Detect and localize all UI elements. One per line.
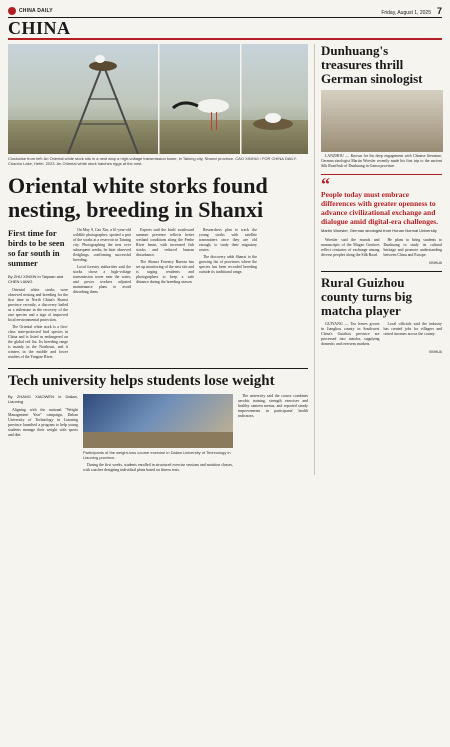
lead-paragraph: Researchers plan to track the young storks with satellite transmitters once they are old enough, to study their migratory routes. xyxy=(199,228,257,252)
quote-mark-icon: “ xyxy=(321,174,330,194)
pull-quote xyxy=(321,174,442,233)
lead-paragraph: The Oriental white stork is a first-class state-protected bird species in China and is listed as endangered on the global red list. Its breeding range is mainly in the Northeast, and it winters in the middle and lower reaches of the Yangtze River. xyxy=(8,325,68,359)
stork-photo-icon xyxy=(8,44,308,154)
pull-quote-attribution: Martin Woesler, German sinologist from Hunan Normal University xyxy=(321,228,437,233)
tech-story xyxy=(8,394,308,475)
tech-headline: Tech university helps students lose weight xyxy=(8,373,275,389)
rail-photo xyxy=(321,90,443,152)
lead-headline: Oriental white storks found nesting, breeding in Shanxi xyxy=(8,173,268,222)
lead-paragraph: On May 9, Cao Xin, a 61-year-old wildlife photographer, spotted a pair of the storks at a reservoir in Taining city. Photographing the nest over subsequent weeks, he later observed fledglings, confirming successful breeding. xyxy=(73,228,131,262)
rail-paragraph: Woesler said the murals and manuscripts of the Mogao Grottoes reflect centuries of exchange among diverse peoples along the Silk Road. xyxy=(321,238,380,257)
tech-photo-caption: Participants of the weight-loss course exercise in Dalian University of Technology in Liaoning province. xyxy=(83,450,231,460)
masthead-bar xyxy=(8,4,442,18)
rail-credit: XINHUA xyxy=(428,261,442,265)
china-daily-logo-icon xyxy=(8,7,16,15)
tech-paragraph: Aligning with the national "Weight Management Year" campaign, Dalian University of Technology in Liaoning province launched a program to help young students manage their weight with sports and diet. xyxy=(8,408,78,437)
hero-caption: Clockwise from left: An Oriental white stork sits in a nest atop a high-voltage transmission tower, in Taining city, Shanxi province. CAO XINHUI / FOR CHINA DAILY. Chaohu Lake, Hefei, 2023. An Oriental white stork hatches eggs at the nest. xyxy=(8,156,297,166)
tech-photo xyxy=(83,394,233,448)
lead-paragraph: Local forestry authorities said the storks chose a high-voltage transmission tower near the water, and power workers adjusted maintenance plans to avoid disturbing them. xyxy=(73,265,131,294)
pull-quote-text: People today must embrace differences with greater openness to advance civilizational exchange and dialogue amid digital-era challenges. xyxy=(321,190,439,226)
tech-paragraph: The university said the course combines aerobic training, strength exercises and healthy canteen menus, and reported steady improvements in participants' health indicators. xyxy=(238,394,308,418)
tech-paragraph: During the first weeks, students enrolled in structured exercise sessions and nutrition classes, with coaches designing individual plans based on fitness tests. xyxy=(83,463,233,472)
rail-paragraph: GUIYANG — Tea leaves grown in Jiangkou county in Southwest China's Guizhou province are processed into matcha, supplying domestic and overseas markets. xyxy=(321,322,380,346)
main-column xyxy=(8,44,308,475)
lead-paragraph: Oriental white storks were observed nesting and breeding for the first time in North China's Shanxi province recently, a discovery hailed as a milestone in the recovery of the rare species and a sign of improved local environmental protection. xyxy=(8,288,68,322)
brand xyxy=(8,7,53,15)
second-rail-headline: Rural Guizhou county turns big matcha player xyxy=(321,275,413,318)
lead-deck: First time for birds to be seen so far south in summer xyxy=(8,228,65,268)
rail-paragraph: LANZHOU — Known for his deep engagement with Chinese literature, German sinologist Martin Woesler recently made his first trip to the ancient Silk Road hub of Dunhuang in Gansu province. xyxy=(321,154,442,168)
right-rail xyxy=(314,44,442,475)
lead-byline: By ZHU XINXIN in Taiyuan and CHEN LIANG xyxy=(8,274,64,284)
tech-byline: By ZHANG XIAOWEN in Dalian, Liaoning xyxy=(8,394,78,404)
second-rail-credit: XINHUA xyxy=(428,350,442,354)
hero-photo xyxy=(8,44,308,154)
lead-story xyxy=(8,228,308,362)
lead-paragraph: The Shanxi Forestry Bureau has set up monitoring of the nest site and is urging residents and photographers to keep a safe distance during the breeding season. xyxy=(136,260,194,284)
issue-date: Friday, August 1, 2025 xyxy=(381,9,431,16)
rail-paragraph: Local officials said the industry has created jobs for villagers and raised incomes across the county. xyxy=(383,322,442,336)
page-number: 7 xyxy=(436,5,442,16)
lead-paragraph: Experts said the birds' southward summer presence reflects better wetland conditions along the Fenhe River basin, with increased fish stocks and reduced human disturbance. xyxy=(136,228,194,257)
rail-headline: Dunhuang's treasures thrill German sinologist xyxy=(321,43,423,86)
lead-paragraph: The discovery adds Shanxi to the growing list of provinces where the species has been recorded breeding outside its traditional range. xyxy=(199,255,257,274)
brand-name: CHINA DAILY xyxy=(19,7,53,14)
section-title: CHINA xyxy=(8,18,71,38)
rail-paragraph: He plans to bring students to Dunhuang to study its cultural heritage and promote understanding between China and Europe. xyxy=(383,238,442,257)
section-header xyxy=(8,18,442,40)
